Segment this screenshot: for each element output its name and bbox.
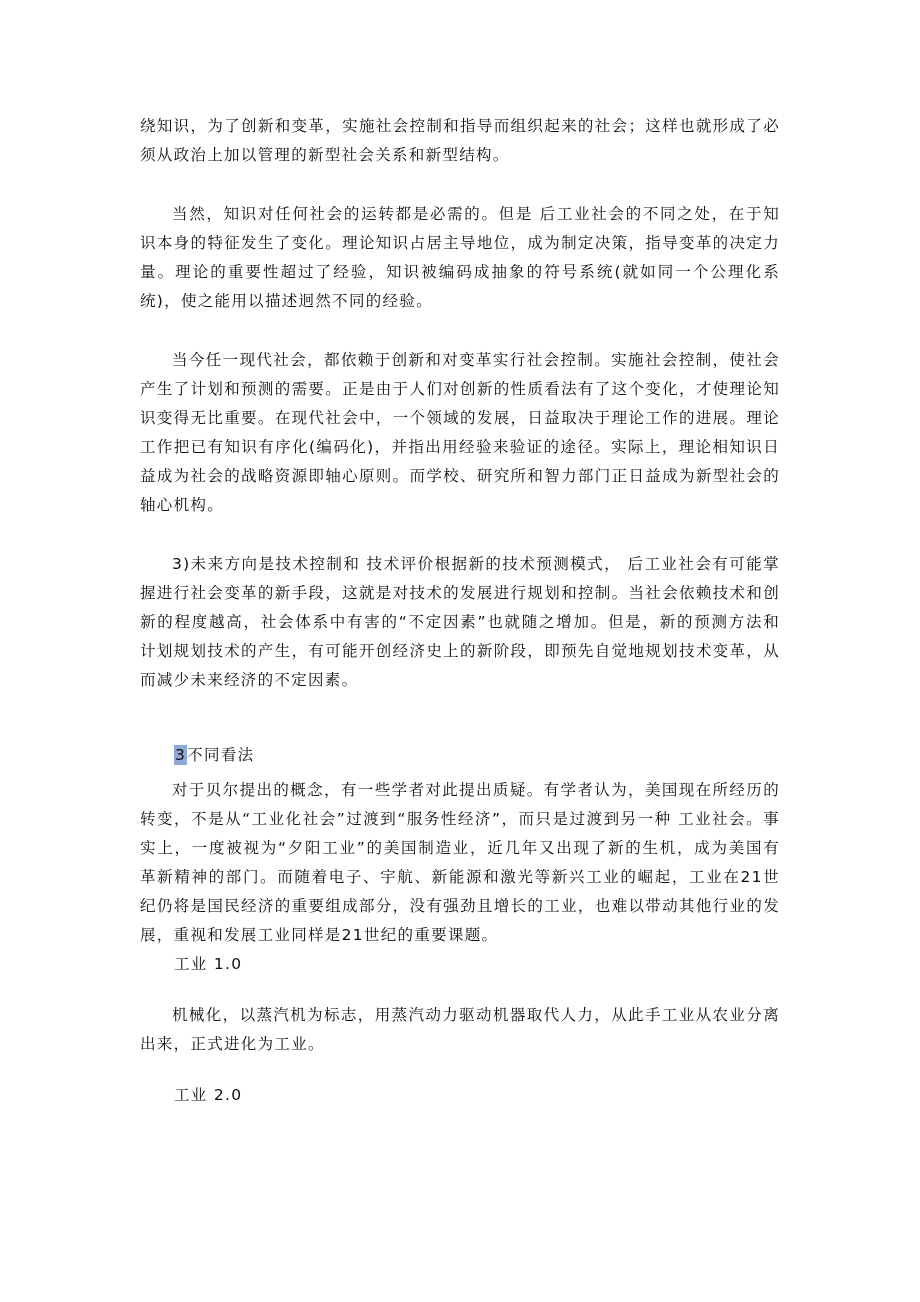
section-heading <box>140 741 780 770</box>
spacer <box>140 979 780 1001</box>
spacer <box>140 170 780 200</box>
spacer <box>140 316 780 346</box>
subheading-industry-1: 工业 1.0 <box>174 955 243 973</box>
document-page <box>140 112 780 1110</box>
spacer <box>140 695 780 741</box>
paragraph-mechanization: 机械化，以蒸汽机为标志，用蒸汽动力驱动机器取代人力，从此手工业从农业分离出来，正式进化为工业。 <box>140 1006 780 1053</box>
paragraph-knowledge-society: 绕知识，为了创新和变革，实施社会控制和指导而组织起来的社会；这样也就形成了必须从政治上加以管理的新型社会关系和新型结构。 <box>140 117 780 164</box>
paragraph-technology-control: 3)未来方向是技术控制和 技术评价根据新的技术预测模式， 后工业社会有可能掌握进行社会变革的新手段，这就是对技术的发展进行规划和控制。当社会依赖技术和创新的程度越高，社会体系中有害的“不定因素”也就随之增加。但是，新的预测方法和计划规划技术的产生，有可能开创经济史上的新阶段，即预先自觉地规划技术变革，从而减少未来经济的不定因素。 <box>140 555 780 689</box>
section-number[interactable]: 3 <box>175 746 187 764</box>
paragraph-modern-society: 当今任一现代社会，都依赖于创新和对变革实行社会控制。实施社会控制，使社会产生了计划和预测的需要。正是由于人们对创新的性质看法有了这个变化，才使理论知识变得无比重要。在现代社会中，一个领域的发展，日益取决于理论工作的进展。理论工作把已有知识有序化(编码化)，并指出用经验来验证的途径。实际上，理论相知识日益成为社会的战略资源即轴心原则。而学校、研究所和智力部门正日益成为新型社会的轴心机构。 <box>140 351 780 514</box>
paragraph-theoretical-knowledge: 当然，知识对任何社会的运转都是必需的。但是 后工业社会的不同之处，在于知识本身的特征发生了变化。理论知识占居主导地位，成为制定决策，指导变革的决定力量。理论的重要性超过了经验，知识被编码成抽象的符号系统(就如同一个公理化系统)，使之能用以描述迥然不同的经验。 <box>140 205 780 310</box>
spacer <box>140 520 780 550</box>
section-title: 不同看法 <box>187 746 255 764</box>
paragraph-different-views: 对于贝尔提出的概念，有一些学者对此提出质疑。有学者认为，美国现在所经历的转变，不是从“工业化社会”过渡到“服务性经济”，而只是过渡到另一种 工业社会。事实上，一度被视为“夕阳工业”的美国制造业，近几年又出现了新的生机，成为美国有革新精神的部门。而随着电子、宇航、新能源和激光等新兴工业的崛起，工业在21世纪仍将是国民经济的重要组成部分，没有强劲且增长的工业，也难以带动其他行业的发展，重视和发展工业同样是21世纪的重要课题。 <box>140 781 780 944</box>
spacer <box>140 1059 780 1081</box>
subheading-industry-2: 工业 2.0 <box>174 1086 243 1104</box>
